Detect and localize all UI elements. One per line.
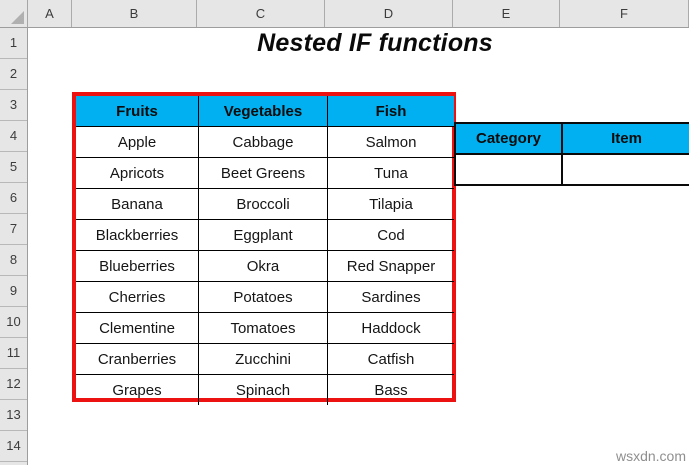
food-table-row [76,313,454,344]
food-cell[interactable]: Broccoli [199,189,328,220]
food-cell[interactable]: Cod [328,220,455,251]
column-header-f[interactable]: F [560,0,689,27]
row-header-13[interactable]: 13 [0,400,27,431]
food-table-row [76,127,454,158]
row-header-14[interactable]: 14 [0,431,27,462]
column-header-d[interactable]: D [325,0,453,27]
food-cell[interactable]: Zucchini [199,344,328,375]
food-cell[interactable]: Apple [76,127,199,158]
food-cell[interactable]: Cabbage [199,127,328,158]
row-header-3[interactable]: 3 [0,90,27,121]
food-cell[interactable]: Tomatoes [199,313,328,344]
lookup-header-row [455,123,689,154]
food-table-row [76,251,454,282]
column-header-e[interactable]: E [453,0,560,27]
food-cell[interactable]: Clementine [76,313,199,344]
sheet-body [28,28,689,465]
food-table-row [76,189,454,220]
select-all-triangle-icon [11,11,24,24]
food-table-row [76,220,454,251]
lookup-input-row [455,154,689,185]
row-header-4[interactable]: 4 [0,121,27,152]
select-all-button[interactable] [0,0,28,28]
food-header-cell-fruits[interactable]: Fruits [76,96,199,127]
food-table-row [76,158,454,189]
row-header-7[interactable]: 7 [0,214,27,245]
row-header-5[interactable]: 5 [0,152,27,183]
food-cell[interactable]: Red Snapper [328,251,455,282]
food-cell[interactable]: Cranberries [76,344,199,375]
food-cell[interactable]: Eggplant [199,220,328,251]
lookup-header-cell-item[interactable]: Item [562,123,689,154]
food-header-row [76,96,454,127]
row-headers [0,28,28,465]
food-cell[interactable]: Blueberries [76,251,199,282]
column-header-a[interactable]: A [28,0,72,27]
row-header-6[interactable]: 6 [0,183,27,214]
row-header-1[interactable]: 1 [0,28,27,59]
food-cell[interactable]: Tilapia [328,189,455,220]
food-header-cell-fish[interactable]: Fish [328,96,455,127]
food-cell[interactable]: Bass [328,375,455,406]
row-header-10[interactable]: 10 [0,307,27,338]
food-cell[interactable]: Tuna [328,158,455,189]
food-cell[interactable]: Sardines [328,282,455,313]
row-header-2[interactable]: 2 [0,59,27,90]
food-cell[interactable]: Catfish [328,344,455,375]
food-header-cell-vegetables[interactable]: Vegetables [199,96,328,127]
food-cell[interactable]: Haddock [328,313,455,344]
lookup-table [454,122,686,184]
column-header-c[interactable]: C [197,0,325,27]
watermark: wsxdn.com [615,448,686,464]
row-header-9[interactable]: 9 [0,276,27,307]
category-input-cell[interactable] [455,154,562,185]
food-cell[interactable]: Grapes [76,375,199,406]
row-header-11[interactable]: 11 [0,338,27,369]
food-cell[interactable]: Spinach [199,375,328,406]
food-cell[interactable]: Apricots [76,158,199,189]
food-cell[interactable]: Beet Greens [199,158,328,189]
food-table-row [76,282,454,313]
food-table-row [76,375,454,406]
food-cell[interactable]: Salmon [328,127,455,158]
row-header-12[interactable]: 12 [0,369,27,400]
food-cell[interactable]: Okra [199,251,328,282]
food-table [72,92,456,402]
column-header-b[interactable]: B [72,0,197,27]
column-headers [28,0,689,28]
sheet-title: Nested IF functions [257,29,493,57]
food-cell[interactable]: Blackberries [76,220,199,251]
food-cell[interactable]: Potatoes [199,282,328,313]
food-cell[interactable]: Banana [76,189,199,220]
food-cell[interactable]: Cherries [76,282,199,313]
item-input-cell[interactable] [562,154,689,185]
row-header-8[interactable]: 8 [0,245,27,276]
food-table-row [76,344,454,375]
lookup-header-cell-category[interactable]: Category [455,123,562,154]
